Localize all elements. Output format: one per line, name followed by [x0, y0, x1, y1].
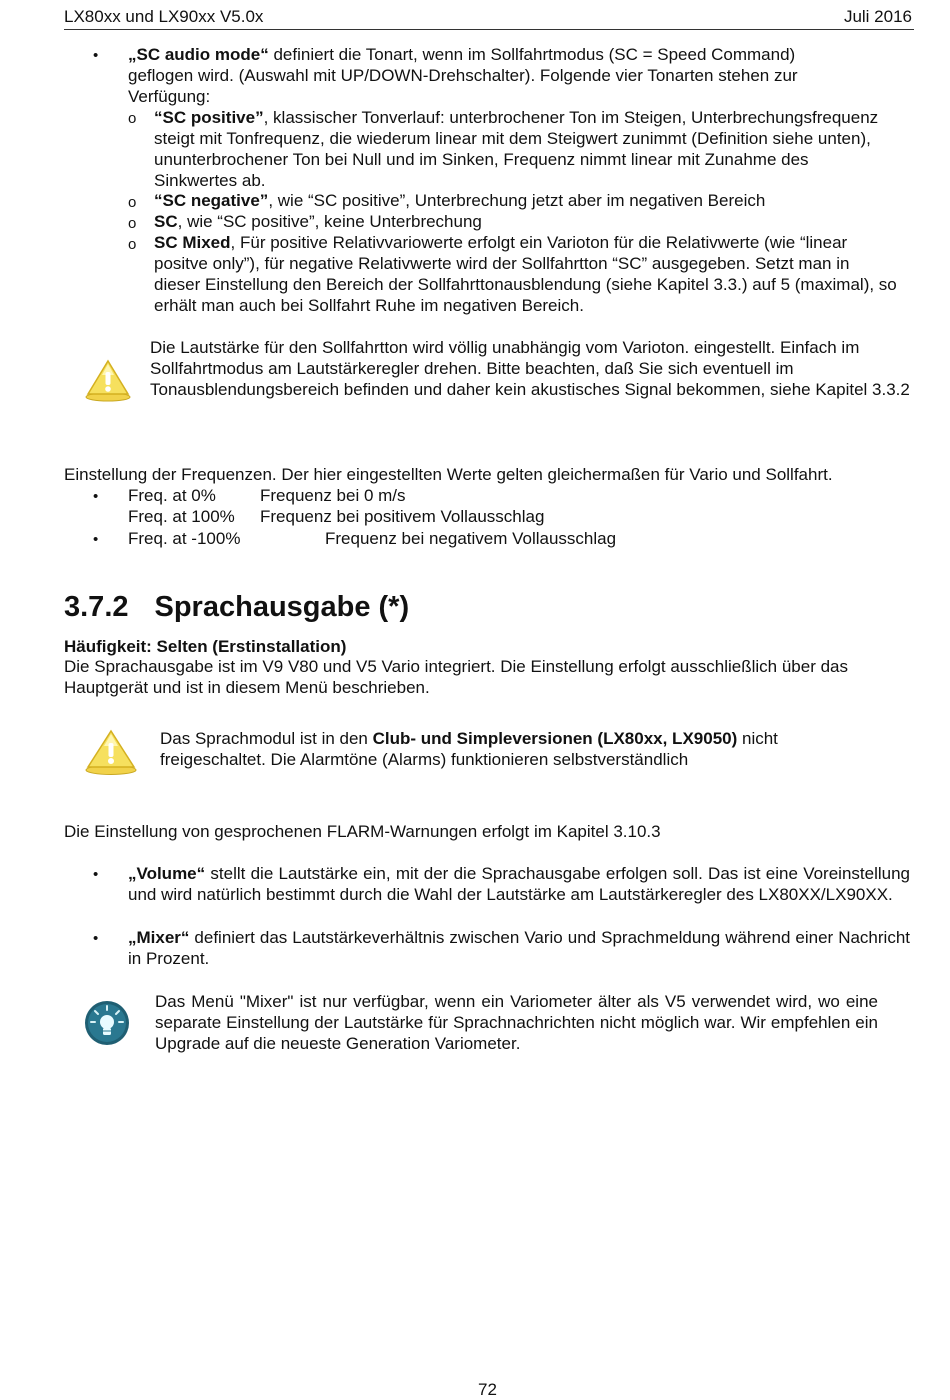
sub-item-sc-mixed — [154, 232, 899, 316]
section-number: 3.7.2 — [64, 591, 129, 623]
freq-desc: Frequenz bei positivem Vollausschlag — [260, 507, 545, 526]
section-title: Sprachausgabe (*) — [154, 591, 410, 623]
sub-item-text: , klassischer Tonverlauf: unterbrochener Ton im Steigen, Unterbrechungsfrequenz steigt mit Tonfrequenz, die wiederum linear mit dem Steigwert zunimmt (Definition siehe unten), ununterbrochener Ton bei Null und im Sinken, Frequenz nimmt linear mit Zunahme des Sinkwertes ab. — [154, 108, 879, 190]
item-mixer — [128, 927, 910, 969]
sub-marker: o — [128, 215, 137, 232]
sc-audio-text: definiert die Tonart, wenn im Sollfahrtmodus (SC = Speed Command) geflogen wird. (Auswahl mit UP/DOWN-Drehschalter). Folgende vier Tonarten stehen zur Verfügung: — [128, 45, 798, 106]
bullet-marker: • — [93, 930, 99, 947]
item-term: „Volume“ — [128, 864, 206, 883]
intro-paragraph: Die Sprachausgabe ist im V9 V80 und V5 Vario integriert. Die Einstellung erfolgt ausschließlich über das Hauptgerät und ist in diesem Menü beschrieben. — [64, 657, 848, 697]
freq-label: Freq. at -100% — [128, 529, 241, 548]
note-volume-sc: Die Lautstärke für den Sollfahrtton wird völlig unabhängig vom Varioton. eingestellt. Einfach im Sollfahrtmodus am Lautstärkeregler drehen. Bitte beachten, daß Sie sich eventuell im Tonausblendungsbereich befinden und daher kein akustisches Signal bekommen, siehe Kapitel 3.3.2 — [150, 338, 910, 399]
sub-item-text: , Für positive Relativvariowerte erfolgt ein Varioton für die Relativwerte (wie “linear positve only”), für negative Relativwerte wird der Sollfahrtton “SC” ausgegeben. Setzt man in dieser Einstellung den Bereich der Sollfahrttonausblendung (siehe Kapitel 3.3.) auf 5 (maximal), so erhält man auch bei Sollfahrt Ruhe im negativen Bereich. — [154, 233, 897, 315]
sub-marker: o — [128, 194, 137, 211]
note-bold: Club- und Simpleversionen (LX80xx, LX9050) — [372, 729, 738, 748]
frequency-line: Häufigkeit: Selten (Erstinstallation) — [64, 637, 347, 656]
warning-icon — [84, 728, 138, 776]
freq-desc: Frequenz bei 0 m/s — [260, 486, 406, 505]
warning-icon — [84, 358, 132, 402]
header-left: LX80xx und LX90xx V5.0x — [64, 7, 264, 26]
sub-item-sc-positive — [154, 107, 879, 191]
sub-item-sc — [154, 211, 894, 232]
flarm-line: Die Einstellung von gesprochenen FLARM-Warnungen erfolgt im Kapitel 3.10.3 — [64, 822, 661, 841]
bullet-marker: • — [93, 531, 99, 548]
sub-item-term: “SC positive” — [154, 108, 264, 127]
item-text: stellt die Lautstärke ein, mit der die Sprachausgabe erfolgen soll. Das ist eine Voreinstellung und wird natürlich bestimmt durch die Wahl der Lautstärke am Lautstärkeregler des LX80XX/LX90XX. — [128, 864, 910, 904]
bullet-marker: • — [93, 47, 99, 64]
section-heading — [64, 590, 409, 624]
sub-marker: o — [128, 236, 137, 253]
freq-label: Freq. at 0% — [128, 486, 216, 505]
sub-item-term: SC — [154, 212, 178, 231]
item-term: „Mixer“ — [128, 928, 190, 947]
sub-item-term: “SC negative” — [154, 191, 269, 210]
sub-item-text: , wie “SC positive”, keine Unterbrechung — [177, 212, 482, 231]
note-text: Das Sprachmodul ist in den — [160, 729, 373, 748]
sub-item-sc-negative — [154, 190, 894, 211]
tip-mixer: Das Menü "Mixer" ist nur verfügbar, wenn ein Variometer älter als V5 verwendet wird, wo eine separate Einstellung der Lautstärke für Sprachnachrichten nicht möglich war. Wir empfehlen ein Upgrade auf die neueste Generation Variometer. — [155, 992, 878, 1053]
freq-desc: Frequenz bei negativem Vollausschlag — [325, 529, 617, 548]
header-right: Juli 2016 — [843, 7, 912, 26]
header-divider — [64, 29, 914, 30]
lightbulb-icon — [84, 1000, 130, 1046]
sc-audio-paragraph — [128, 44, 848, 107]
bullet-marker: • — [93, 866, 99, 883]
bullet-marker: • — [93, 488, 99, 505]
sub-marker: o — [128, 110, 137, 127]
item-volume — [128, 863, 910, 905]
freq-label: Freq. at 100% — [128, 507, 235, 526]
note-text: nicht freigeschaltet. Die Alarmtöne (Alarms) funktionieren selbstverständlich — [160, 729, 778, 769]
sub-item-text: , wie “SC positive”, Unterbrechung jetzt aber im negativen Bereich — [268, 191, 766, 210]
note-speech-module — [160, 728, 860, 770]
page-number: 72 — [478, 1380, 497, 1399]
sub-item-term: SC Mixed — [154, 233, 231, 252]
item-text: definiert das Lautstärkeverhältnis zwischen Vario und Sprachmeldung während einer Nachricht in Prozent. — [128, 928, 910, 968]
freq-intro: Einstellung der Frequenzen. Der hier eingestellten Werte gelten gleichermaßen für Vario und Sollfahrt. — [64, 465, 833, 484]
sc-audio-term: „SC audio mode“ — [128, 45, 269, 64]
